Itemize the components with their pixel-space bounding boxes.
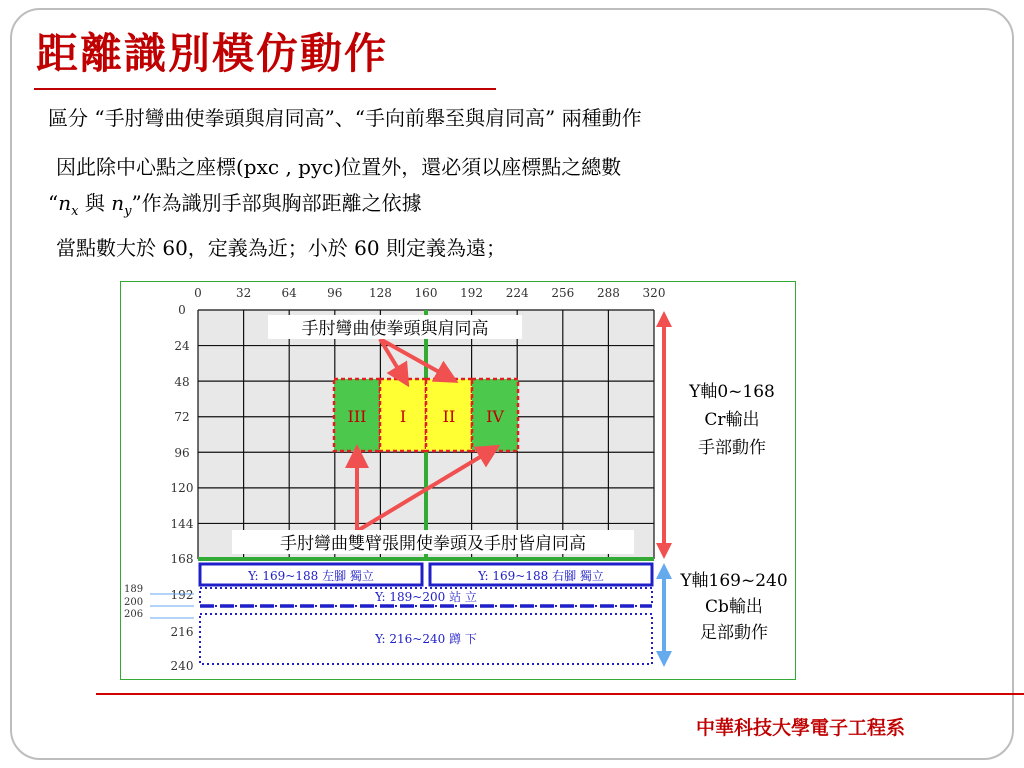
foot-axis-line-1: Y軸169~240 xyxy=(680,571,788,591)
x-tick-label: 96 xyxy=(327,286,343,300)
y-tick-label: 48 xyxy=(174,375,190,389)
coordinate-diagram xyxy=(120,281,796,680)
x-tick-label: 192 xyxy=(460,286,484,300)
y-tick-label: 0 xyxy=(178,303,186,317)
title-underline xyxy=(34,88,496,90)
text-line-4: 當點數大於 60，定義為近；小於 60 則定義為遠； xyxy=(56,236,506,260)
x-tick-label: 128 xyxy=(368,286,392,300)
x-tick-label: 288 xyxy=(596,286,620,300)
foot-axis-line-2: Cb輸出 xyxy=(705,597,763,617)
sub-y: y xyxy=(124,204,132,219)
zone-i-label: I xyxy=(399,407,407,426)
hand-axis-line-2: Cr輸出 xyxy=(704,410,760,430)
footer-text: 中華科技大學電子工程系 xyxy=(696,717,906,739)
side-tick-label: 206 xyxy=(124,609,144,620)
y-tick-label: 120 xyxy=(170,481,194,495)
side-tick-label: 200 xyxy=(124,597,144,608)
sub-x: x xyxy=(71,204,79,219)
squat-label: Y: 216~240 蹲 下 xyxy=(375,632,477,646)
zone-iv-label: IV xyxy=(486,407,504,426)
x-tick-label: 224 xyxy=(505,286,529,300)
y-tick-label: 192 xyxy=(170,588,194,602)
foot-axis-line-3: 足部動作 xyxy=(700,623,768,643)
text-line-3 xyxy=(48,191,422,220)
bottom-label: 手肘彎曲雙臂張開使拳頭及手肘皆肩同高 xyxy=(280,534,586,554)
y-tick-label: 144 xyxy=(170,517,194,531)
text-and: 與 xyxy=(78,191,112,215)
quote-open: “ xyxy=(48,191,59,215)
y-tick-label: 72 xyxy=(174,410,190,424)
side-tick-label: 189 xyxy=(124,584,144,595)
x-tick-label: 160 xyxy=(414,286,438,300)
y-tick-label: 96 xyxy=(174,446,190,460)
slide-title: 距離識別模仿動作 xyxy=(36,29,389,78)
zone-group xyxy=(334,379,518,451)
hand-axis-line-3: 手部動作 xyxy=(698,438,766,458)
var-n-y: n xyxy=(111,191,125,215)
foot-right-label: Y: 169~188 右腳 獨立 xyxy=(478,569,604,583)
y-tick-label: 168 xyxy=(170,552,194,566)
foot-left-label: Y: 169~188 左腳 獨立 xyxy=(248,569,374,583)
top-label: 手肘彎曲使拳頭與肩同高 xyxy=(301,319,489,339)
stand-label: Y: 189~200 站 立 xyxy=(375,590,477,604)
x-tick-label: 32 xyxy=(235,286,252,300)
var-n-x: n xyxy=(58,191,72,215)
y-tick-label: 240 xyxy=(170,659,194,673)
x-tick-label: 0 xyxy=(194,286,202,300)
quote-close-text: ”作為識別手部與胸部距離之依據 xyxy=(131,191,422,215)
x-tick-label: 320 xyxy=(642,286,666,300)
zone-iii-label: III xyxy=(347,407,367,426)
hand-axis-line-1: Y軸0~168 xyxy=(689,382,775,402)
side-tick-labels xyxy=(124,584,143,620)
text-line-1: 區分 “手肘彎曲使拳頭與肩同高”、“手向前舉至與肩同高” 兩種動作 xyxy=(48,106,642,130)
zone-ii-label: II xyxy=(442,407,456,426)
x-tick-label: 64 xyxy=(281,286,297,300)
text-line-2: 因此除中心點之座標(pxc , pyc)位置外，還必須以座標點之總數 xyxy=(56,155,622,179)
footer-divider xyxy=(96,693,1024,695)
y-tick-label: 24 xyxy=(174,339,190,353)
y-tick-label: 216 xyxy=(170,625,194,639)
x-tick-label: 256 xyxy=(551,286,575,300)
